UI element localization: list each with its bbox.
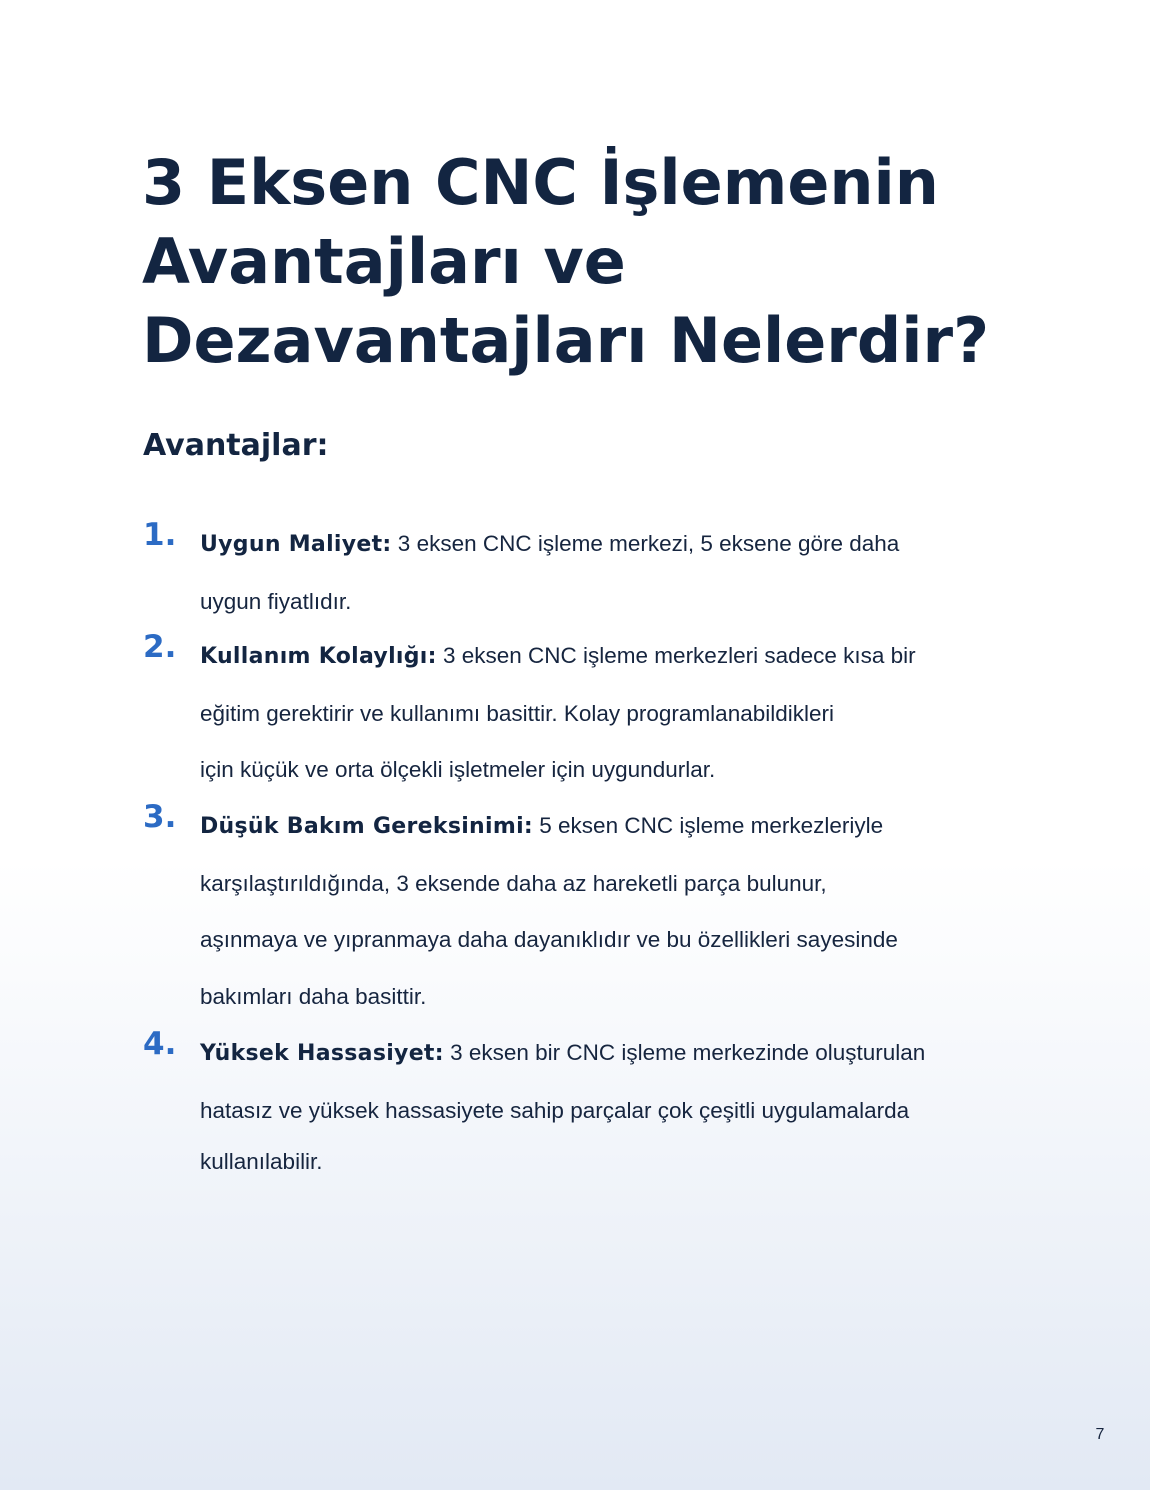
item-body — [200, 1025, 990, 1184]
item-term: Uygun Maliyet: — [200, 532, 392, 557]
section-heading-advantages: Avantajlar: — [143, 428, 329, 463]
page-number: 7 — [1095, 1426, 1105, 1443]
item-number: 3. — [143, 799, 177, 835]
page-title — [142, 143, 1022, 380]
item-line: kullanılabilir. — [200, 1149, 323, 1174]
item-text: 5 eksen CNC işleme merkezleriyle — [533, 813, 884, 838]
page-title-line-3: Dezavantajları Nelerdir? — [142, 304, 990, 377]
item-line — [200, 1025, 990, 1083]
item-body — [200, 798, 990, 1025]
item-text: 3 eksen bir CNC işleme merkezinde oluşturulan — [443, 1040, 926, 1065]
item-term: Kullanım Kolaylığı: — [200, 644, 437, 669]
page-title-line-2: Avantajları ve — [142, 225, 626, 298]
item-line — [200, 798, 990, 856]
item-number: 4. — [143, 1026, 177, 1062]
item-line: için küçük ve orta ölçekli işletmeler için uygundurlar. — [200, 757, 716, 782]
item-line: aşınmaya ve yıpranmaya daha dayanıklıdır ve bu özellikleri sayesinde — [200, 927, 898, 952]
item-line: karşılaştırıldığında, 3 eksende daha az hareketli parça bulunur, — [200, 870, 827, 896]
item-line: bakımları daha basittir. — [200, 983, 427, 1009]
item-number: 1. — [143, 517, 177, 553]
item-text: 3 eksen CNC işleme merkezleri sadece kısa bir — [436, 643, 916, 668]
item-line — [200, 516, 990, 574]
item-term: Düşük Bakım Gereksinimi: — [200, 814, 534, 839]
page-title-line-1: 3 Eksen CNC İşlemenin — [142, 146, 939, 219]
item-line: eğitim gerektirir ve kullanımı basittir. Kolay programlanabildikleri — [200, 700, 834, 726]
item-line — [200, 628, 990, 686]
item-term: Yüksek Hassasiyet: — [200, 1041, 444, 1066]
item-body — [200, 516, 990, 630]
item-body — [200, 628, 990, 799]
item-line: uygun fiyatlıdır. — [200, 588, 352, 614]
item-line: hatasız ve yüksek hassasiyete sahip parçalar çok çeşitli uygulamalarda — [200, 1097, 910, 1123]
item-number: 2. — [143, 629, 177, 665]
item-text: 3 eksen CNC işleme merkezi, 5 eksene göre daha — [391, 531, 900, 556]
